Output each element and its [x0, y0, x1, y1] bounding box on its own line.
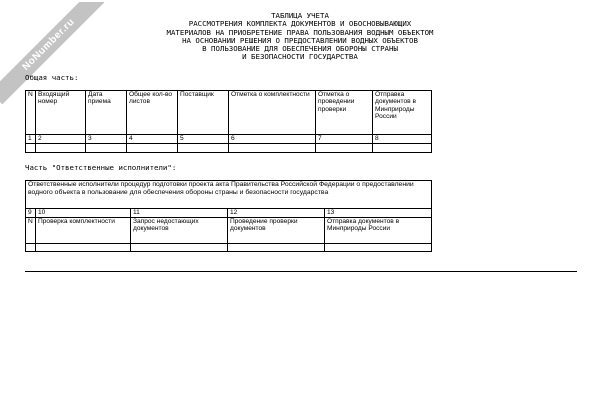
empty-cell	[178, 144, 229, 153]
empty-cell	[131, 244, 228, 252]
column-number: 3	[86, 135, 127, 144]
column-number: 9	[26, 209, 36, 218]
empty-cell	[36, 244, 131, 252]
empty-row	[26, 244, 432, 252]
column-number: 8	[373, 135, 432, 144]
title-line: НА ОСНОВАНИИ РЕШЕНИЯ О ПРЕДОСТАВЛЕНИИ ВОДНЫХ ОБЪЕКТОВ	[182, 35, 418, 45]
executors-title-row	[26, 181, 432, 209]
empty-cell	[86, 144, 127, 153]
column-number: 11	[131, 209, 228, 218]
column-header: N	[26, 218, 36, 244]
empty-cell	[26, 144, 36, 153]
title-line: МАТЕРИАЛОВ НА ПРИОБРЕТЕНИЕ ПРАВА ПОЛЬЗОВАНИЯ ВОДНЫМ ОБЪЕКТОМ	[166, 27, 434, 37]
column-header: Отметка о комплектности	[229, 91, 316, 135]
executors-title: Ответственные исполнители процедур подготовки проекта акта Правительства Российской Федерации о предоставлении водного объекта в пользование для обеспечения обороны страны и безопасности государства	[26, 181, 432, 209]
column-header: Запрос недостающих документов	[131, 218, 228, 244]
column-number: 4	[127, 135, 178, 144]
watermark-text: NoNumber.ru	[0, 2, 104, 104]
empty-cell	[229, 144, 316, 153]
column-header: Дата приема	[86, 91, 127, 135]
column-header: N	[26, 91, 36, 135]
column-header: Отправка документов в Минприроды России	[325, 218, 432, 244]
column-number-row	[26, 135, 432, 144]
column-number-row	[26, 209, 432, 218]
title-line: В ПОЛЬЗОВАНИЕ ДЛЯ ОБЕСПЕЧЕНИЯ ОБОРОНЫ СТРАНЫ	[202, 44, 398, 54]
column-number: 13	[325, 209, 432, 218]
column-header: Проведение проверки документов	[228, 218, 325, 244]
executors-part-caption: Часть "Ответственные исполнители":	[25, 163, 177, 172]
empty-cell	[325, 244, 432, 252]
column-header: Отправка документов в Минприроды России	[373, 91, 432, 135]
column-number: 1	[26, 135, 36, 144]
empty-row	[26, 144, 432, 153]
column-number: 6	[229, 135, 316, 144]
column-number: 5	[178, 135, 229, 144]
column-header: Общее кол-во листов	[127, 91, 178, 135]
executors-table	[25, 180, 432, 252]
title-line: И БЕЗОПАСНОСТИ ГОСУДАРСТВА	[242, 52, 358, 62]
empty-cell	[26, 244, 36, 252]
general-part-table	[25, 90, 432, 153]
column-number: 12	[228, 209, 325, 218]
column-header: Входящий номер	[36, 91, 86, 135]
table-header-row	[26, 218, 432, 244]
title-line: РАССМОТРЕНИЯ КОМПЛЕКТА ДОКУМЕНТОВ И ОБОСНОВЫВАЮЩИХ	[188, 19, 412, 29]
column-number: 2	[36, 135, 86, 144]
empty-cell	[228, 244, 325, 252]
empty-cell	[316, 144, 373, 153]
column-number: 10	[36, 209, 131, 218]
general-part-caption: Общая часть:	[25, 73, 79, 82]
footer-divider	[25, 271, 577, 272]
empty-cell	[127, 144, 178, 153]
column-header: Поставщик	[178, 91, 229, 135]
column-header: Отметка о проведении проверки	[316, 91, 373, 135]
title-line: ТАБЛИЦА УЧЕТА	[271, 11, 329, 20]
column-number: 7	[316, 135, 373, 144]
empty-cell	[373, 144, 432, 153]
table-header-row	[26, 91, 432, 135]
empty-cell	[36, 144, 86, 153]
document-title	[0, 12, 600, 62]
column-header: Проверка комплектности	[36, 218, 131, 244]
